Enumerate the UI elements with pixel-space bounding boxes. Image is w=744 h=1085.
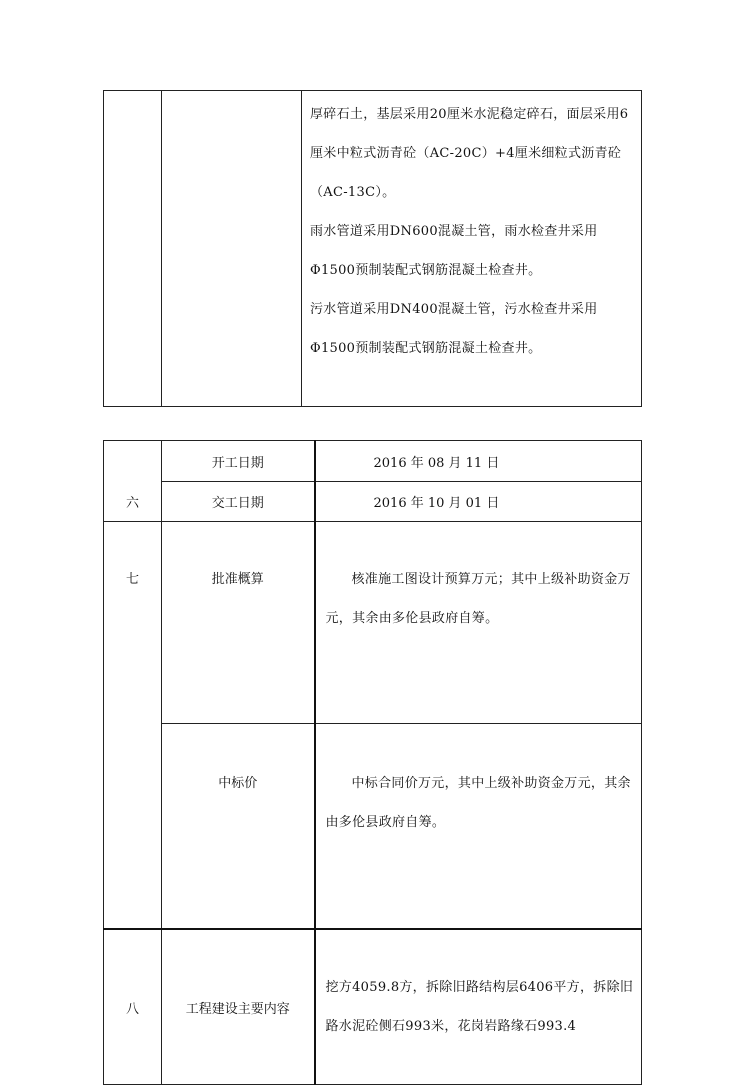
project-info-table (103, 440, 642, 1085)
section-seven-number: 七 (104, 522, 162, 930)
start-date-label: 开工日期 (162, 441, 315, 482)
section-eight-number: 八 (104, 929, 162, 1085)
section-six-number: 六 (104, 441, 162, 522)
empty-label-cell (162, 91, 302, 407)
approved-budget-label: 批准概算 (162, 522, 315, 724)
bid-price-paragraph: 中标合同价万元，其中上级补助资金万元，其余由多伦县政府自筹。 (325, 776, 631, 830)
approved-budget-paragraph: 核准施工图设计预算万元；其中上级补助资金万元，其余由多伦县政府自筹。 (325, 572, 631, 626)
bid-price-text (315, 724, 642, 930)
empty-number-cell (104, 91, 162, 407)
continuation-table (103, 90, 642, 407)
end-date-value: 2016 年 10 月 01 日 (315, 482, 642, 522)
construction-description-cell (302, 91, 642, 407)
approved-budget-text (315, 522, 642, 724)
pavement-paragraph: 厚碎石土，基层采用20厘米水泥稳定碎石，面层采用6厘米中粒式沥青砼（AC-20C）+4厘米细粒式沥青砼（AC-13C）。 (310, 107, 629, 200)
main-content-text (315, 929, 642, 1085)
main-content-paragraph: 挖方4059.8方，拆除旧路结构层6406平方，拆除旧路水泥砼侧石993米，花岗岩路缘石993.4 (325, 980, 634, 1034)
bid-price-label: 中标价 (162, 724, 315, 930)
sewage-paragraph: 污水管道采用DN400混凝土管，污水检查井采用Φ1500预制装配式钢筋混凝土检查井。 (310, 302, 598, 356)
start-date-value: 2016 年 08 月 11 日 (315, 441, 642, 482)
end-date-label: 交工日期 (162, 482, 315, 522)
main-content-label: 工程建设主要内容 (162, 929, 315, 1085)
rainwater-paragraph: 雨水管道采用DN600混凝土管，雨水检查井采用Φ1500预制装配式钢筋混凝土检查井。 (310, 224, 598, 278)
